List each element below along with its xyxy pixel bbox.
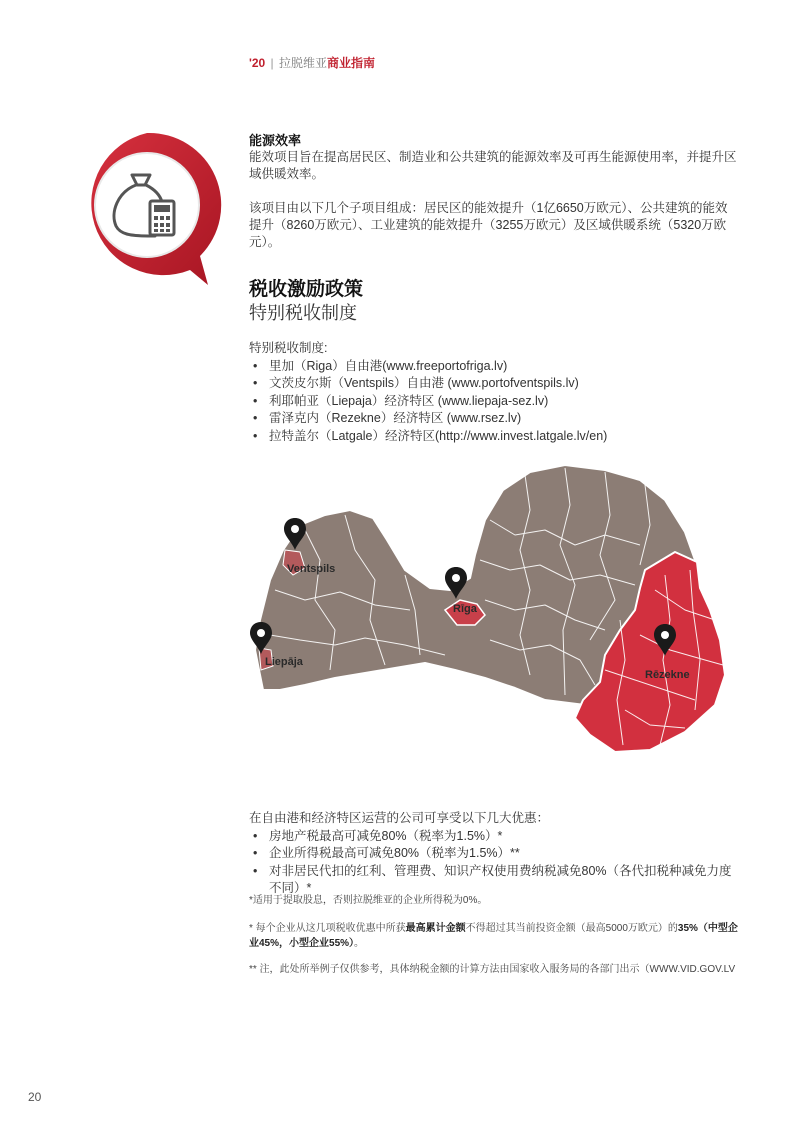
energy-heading: 能源效率 <box>249 133 302 148</box>
energy-paragraph-1: 能效项目旨在提高居民区、制造业和公共建筑的能源效率及可再生能源使用率，并提升区域供暖效率。 <box>249 150 737 181</box>
footnote-1: *适用于提取股息，否则拉脱维亚的企业所得税为0%。 <box>249 895 488 906</box>
special-zones-section <box>249 340 749 445</box>
energy-efficiency-section <box>249 132 739 251</box>
page-header <box>249 54 375 71</box>
tax-incentives-heading <box>249 278 363 324</box>
calculator-icon <box>150 201 174 235</box>
energy-paragraph-2: 该项目由以下几个子项目组成：居民区的能效提升（1亿6650万欧元）、公共建筑的能效提升（8260万欧元）、工业建筑的能效提升（3255万欧元）及区域供暖系统（5320万欧元）。 <box>249 201 728 249</box>
benefit-item: • 房地产税最高可减免80%（税率为1.5%）* <box>249 828 739 846</box>
map-label-liepaja: Liepāja <box>265 656 303 668</box>
page-number: 20 <box>28 1090 42 1104</box>
tax-subtitle: 特别税收制度 <box>249 303 357 323</box>
header-title-bold: 商业指南 <box>327 56 376 70</box>
benefits-section <box>249 810 739 898</box>
zone-item-liepaja: • 利耶帕亚（Liepaja）经济特区 (www.liepaja-sez.lv) <box>249 393 749 411</box>
zone-item-riga: • 里加（Riga）自由港(www.freeportofriga.lv) <box>249 358 749 376</box>
header-title-light: 拉脱维亚 <box>279 56 328 70</box>
latvia-map <box>245 460 735 760</box>
zone-item-rezekne: • 雷泽克内（Rezekne）经济特区 (www.rsez.lv) <box>249 410 749 428</box>
map-label-riga: Rīga <box>453 603 477 615</box>
footnote-3: ** 注，此处所举例子仅供参考，具体纳税金额的计算方法由国家收入服务局的各部门出示（WWW.VID.GOV.LV <box>249 964 736 975</box>
map-label-rezekne: Rēzekne <box>645 669 690 681</box>
benefits-intro: 在自由港和经济特区运营的公司可享受以下几大优惠： <box>249 811 550 825</box>
footnote-2-highlight-2: 35%（中型企业45%，小型企业55%） <box>249 923 738 949</box>
zones-list <box>249 358 749 446</box>
footnote-2-part-e: 。 <box>354 938 365 949</box>
zones-intro: 特别税收制度: <box>249 341 328 355</box>
footnote-2-part-c: 不得超过其当前投资金额（最高5000万欧元）的 <box>465 923 678 934</box>
zone-item-latgale: • 拉特盖尔（Latgale）经济特区(http://www.invest.latgale.lv/en) <box>249 428 749 446</box>
zone-item-ventspils: • 文茨皮尔斯（Ventspils）自由港 (www.portofventspils.lv) <box>249 375 749 393</box>
header-year: '20 <box>249 56 266 70</box>
footnote-2 <box>249 921 739 951</box>
footnote-2-part-a: * 每个企业从这几项税收优惠中所获 <box>249 923 406 934</box>
benefit-item: • 企业所得税最高可减免80%（税率为1.5%）** <box>249 845 739 863</box>
map-land <box>255 465 725 752</box>
benefits-list <box>249 828 739 898</box>
energy-badge-icon <box>70 128 225 293</box>
footnote-2-highlight-1: 最高累计金额 <box>405 923 466 934</box>
map-label-ventspils: Ventspils <box>287 563 336 575</box>
tax-title: 税收激励政策 <box>249 279 364 300</box>
header-separator: | <box>270 56 274 70</box>
benefit-item: • 对非居民代扣的红利、管理费、知识产权使用费纳税减免80%（各代扣税种减免力度不同）* <box>249 863 739 898</box>
